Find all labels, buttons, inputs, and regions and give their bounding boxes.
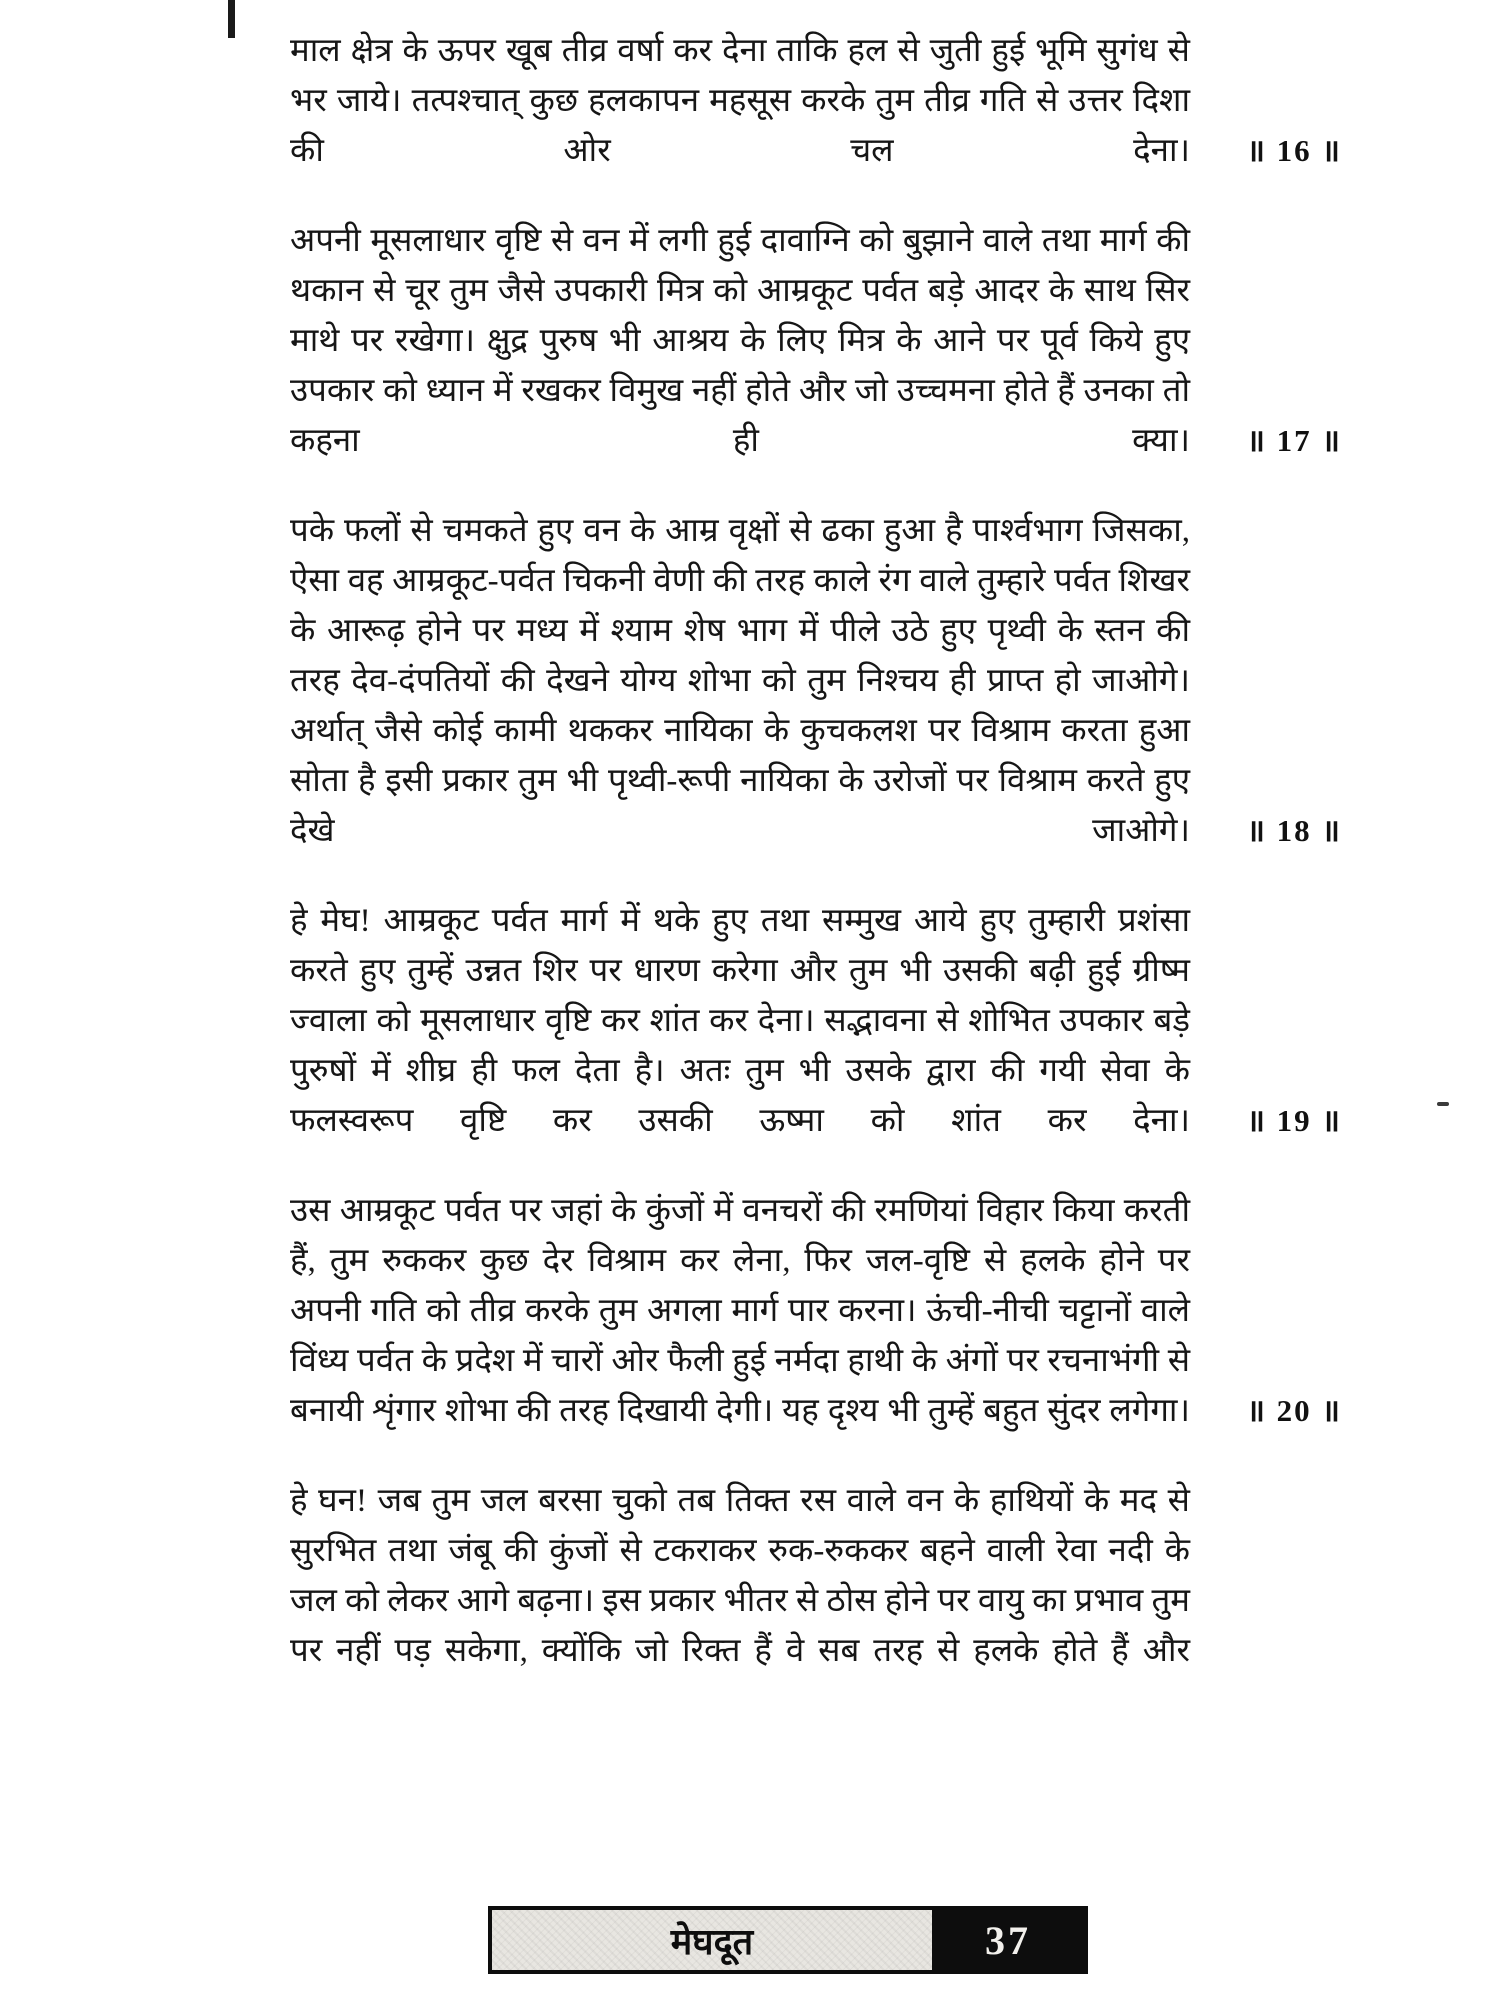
paragraph-verse-19 [290, 896, 1342, 1146]
paragraph-verse-16 [290, 26, 1342, 176]
footer-page-block [932, 1910, 1084, 1970]
scan-artifact-line [228, 0, 235, 38]
paragraph-text: पके फलों से चमकते हुए वन के आम्र वृक्षों से ढका हुआ है पार्श्वभाग जिसका, ऐसा वह आम्रकूट-पर्वत चिकनी वेणी की तरह काले रंग वाले तुम्हारे पर्वत शिखर के आरूढ़ होने पर मध्य में श्याम शेष भाग में पीले उठे हुए पृथ्वी के स्तन की तरह देव-दंपतियों की देखने योग्य शोभा को तुम निश्चय ही प्राप्त हो जाओगे। अर्थात् जैसे कोई कामी थककर नायिका के कुचकलश पर विश्राम करता हुआ सोता है इसी प्रकार तुम भी पृथ्वी-रूपी नायिका के उरोजों पर विश्राम करते हुए देखे जाओगे। [290, 513, 1190, 849]
paragraph-text: अपनी मूसलाधार वृष्टि से वन में लगी हुई दावाग्नि को बुझाने वाले तथा मार्ग की थकान से चूर तुम जैसे उपकारी मित्र को आम्रकूट पर्वत बड़े आदर के साथ सिर माथे पर रखेगा। क्षुद्र पुरुष भी आश्रय के लिए मित्र के आने पर पूर्व किये हुए उपकार को ध्यान में रखकर विमुख नहीं होते और जो उच्चमना होते हैं उनका तो कहना ही क्या। [290, 223, 1190, 459]
verse-number-20: ॥ 20 ॥ [1246, 1393, 1342, 1428]
paragraph-text: माल क्षेत्र के ऊपर खूब तीव्र वर्षा कर देना ताकि हल से जुती हुई भूमि सुगंध से भर जाये। तत्पश्चात् कुछ हलकापन महसूस करके तुम तीव्र गति से उत्तर दिशा की ओर चल देना। [290, 33, 1190, 169]
paragraph-text: हे घन! जब तुम जल बरसा चुको तब तिक्त रस वाले वन के हाथियों के मद से सुरभित तथा जंबू की कुंजों से टकराकर रुक-रुककर बहने वाली रेवा नदी के जल को लेकर आगे बढ़ना। इस प्रकार भीतर से ठोस होने पर वायु का प्रभाव तुम पर नहीं पड़ सकेगा, क्योंकि जो रिक्त हैं वे सब तरह से हलके होते हैं और [290, 1483, 1190, 1669]
footer-title-area [492, 1910, 932, 1970]
verse-number-17: ॥ 17 ॥ [1246, 423, 1342, 458]
paragraph-text: हे मेघ! आम्रकूट पर्वत मार्ग में थके हुए तथा सम्मुख आये हुए तुम्हारी प्रशंसा करते हुए तुम्हें उन्नत शिर पर धारण करेगा और तुम भी उसकी बढ़ी हुई ग्रीष्म ज्वाला को मूसलाधार वृष्टि कर शांत कर देना। सद्भावना से शोभित उपकार बड़े पुरुषों में शीघ्र ही फल देता है। अतः तुम भी उसके द्वारा की गयी सेवा के फलस्वरूप वृष्टि कर उसकी ऊष्मा को शांत कर देना। [290, 903, 1190, 1139]
verse-number-19: ॥ 19 ॥ [1246, 1103, 1342, 1138]
verse-number-16: ॥ 16 ॥ [1246, 133, 1342, 168]
page-number: 37 [985, 1917, 1031, 1963]
text-column [290, 26, 1342, 1716]
footer-bar [488, 1906, 1088, 1974]
paragraph-verse-20 [290, 1186, 1342, 1436]
paragraph-continuation [290, 1476, 1190, 1676]
scan-artifact-dot [1437, 1102, 1449, 1106]
paragraph-text: उस आम्रकूट पर्वत पर जहां के कुंजों में वनचरों की रमणियां विहार किया करती हैं, तुम रुककर कुछ देर विश्राम कर लेना, फिर जल-वृष्टि से हलके होने पर अपनी गति को तीव्र करके तुम अगला मार्ग पार करना। ऊंची-नीची चट्टानों वाले विंध्य पर्वत के प्रदेश में चारों ओर फैली हुई नर्मदा हाथी के अंगों पर रचनाभंगी से बनायी शृंगार शोभा की तरह दिखायी देगी। यह दृश्य भी तुम्हें बहुत सुंदर लगेगा। [290, 1193, 1190, 1429]
book-title: मेघदूत [670, 1921, 754, 1962]
paragraph-verse-17 [290, 216, 1342, 466]
verse-number-18: ॥ 18 ॥ [1246, 813, 1342, 848]
paragraph-verse-18 [290, 506, 1342, 856]
